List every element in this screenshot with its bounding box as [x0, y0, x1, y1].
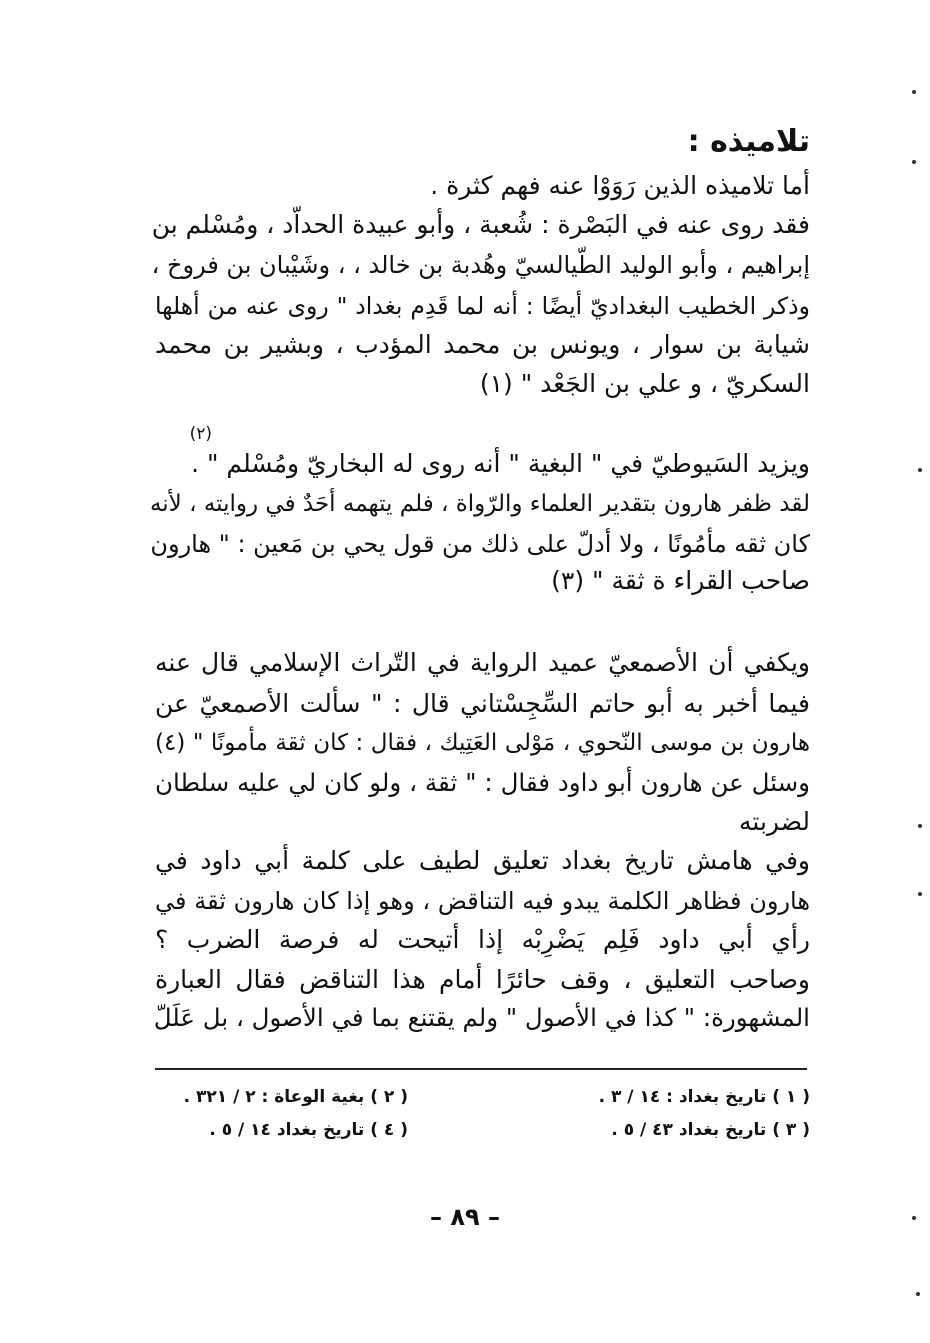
text-line: وصاحب التعليق ، وقف حائرًا أمام هذا التناقض فقال العبارة	[155, 965, 810, 994]
text-line: وسئل عن هارون أبو داود فقال : " ثقة ، ولو كان لي عليه سلطان	[155, 768, 810, 797]
text-line: هارون بن موسى النّحوي ، مَوْلى العَتِيك ، فقال : كان ثقة مأمونًا " (٤)	[155, 730, 810, 756]
scan-speck	[912, 1216, 916, 1220]
scan-speck	[912, 90, 916, 94]
text-line: صاحب القراء ة ثقة " (٣)	[551, 566, 810, 595]
text-line: فقد روى عنه في البَصْرة : شُعبة ، وأبو عبيدة الحداّد ، ومُسْلم بن	[151, 210, 810, 239]
scan-speck	[912, 160, 916, 164]
text-line: وفي هامش تاريخ بغداد تعليق لطيف على كلمة أبي داود في	[155, 846, 810, 875]
text-line: ويكفي أن الأصمعيّ عميد الرواية في التّراث الإسلامي قال عنه	[155, 648, 810, 677]
scan-speck	[916, 1292, 920, 1296]
text-line: إبراهيم ، وأبو الوليد الطّيالسيّ وهُدبة بن خالد ، ، وشَيْبان بن فروخ ،	[151, 251, 810, 279]
scan-speck	[918, 824, 922, 828]
text-line: فيما أخبر به أبو حاتم السِّجِسْتاني قال : " سألت الأصمعيّ عن	[155, 689, 810, 718]
section-heading: تلاميذه :	[687, 124, 810, 159]
footnote: ( ٢ ) بغية الوعاة : ٢ / ٣٢١ .	[183, 1087, 408, 1107]
footnote: ( ٤ ) تاريخ بغداد ١٤ / ٥ .	[209, 1120, 408, 1140]
scan-speck	[918, 468, 922, 472]
page-number: – ٨٩ –	[429, 1203, 500, 1231]
footnote: ( ١ ) تاريخ بغداد : ١٤ / ٣ .	[598, 1087, 810, 1107]
text-line: لضربته	[739, 807, 810, 836]
footnote-marker: (٢)	[189, 424, 212, 444]
text-line: لقد ظفر هارون بتقدير العلماء والرّواة ، فلم يتهمه أحَدٌ في روايته ، لأنه	[149, 491, 810, 517]
text-line: كان ثقه مأمُونًا ، ولا أدلّ على ذلك من قول يحي بن مَعين : " هارون	[150, 530, 810, 558]
text-line: السكريّ ، و علي بن الجَعْد " (١)	[479, 369, 810, 398]
text-line: رأي أبي داود فَلِم يَضْرِبْه إذا أتيحت له فرصة الضرب ؟	[155, 925, 810, 954]
text-line: ويزيد السَيوطيّ في " البغية " أنه روى له البخاريّ ومُسْلم " .	[191, 449, 810, 478]
text-line: شيابة بن سوار ، ويونس بن محمد المؤدب ، وبشير بن محمد	[155, 330, 810, 359]
text-line: المشهورة: " كذا في الأصول " ولم يقتنع بما في الأصول ، بل عَلَلّ	[153, 1003, 810, 1032]
text-line: هارون فظاهر الكلمة يبدو فيه التناقض ، وهو إذا كان هارون ثقة في	[155, 887, 810, 915]
footnote-divider	[155, 1068, 807, 1070]
footnote: ( ٣ ) تاريخ بغداد ٤٣ / ٥ .	[611, 1120, 810, 1140]
text-line: وذكر الخطيب البغداديّ أيضًا : أنه لما قَدِم بغداد " روى عنه من أهلها	[155, 292, 810, 320]
scan-speck	[918, 892, 922, 896]
text-line: أما تلاميذه الذين رَوَوْا عنه فهم كثرة .	[430, 171, 810, 200]
